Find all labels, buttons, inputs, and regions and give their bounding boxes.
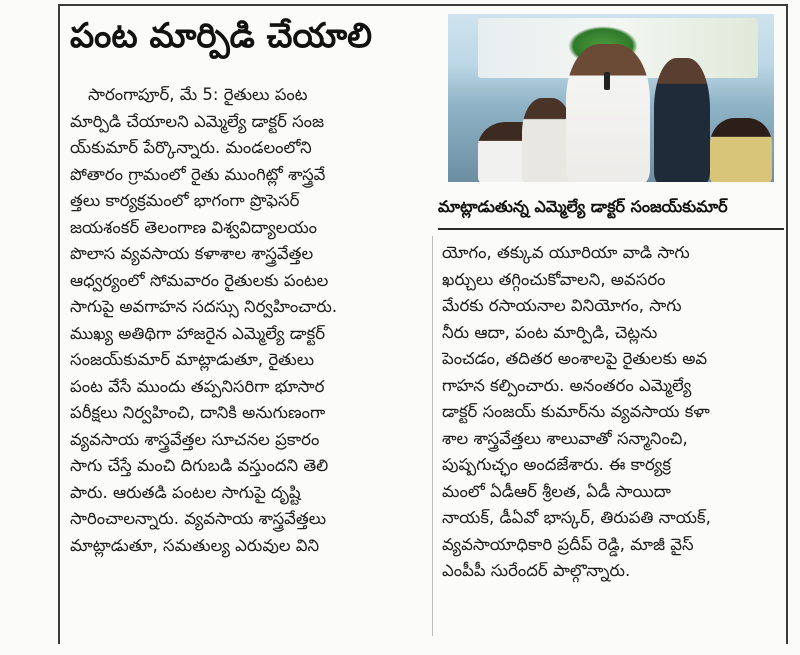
- article-column-left: [70, 82, 425, 559]
- article-line: య్‌కుమార్ పేర్కొన్నారు. మండలంలోని: [70, 138, 312, 157]
- photo-person-seated-right: [710, 118, 772, 182]
- article-line: గాహన కల్పించారు. అనంతరం ఎమ్మెల్యే: [442, 375, 692, 395]
- column-gutter-rule: [432, 236, 433, 636]
- article-line: సాగుపై అవగాహన సదస్సు నిర్వహించారు.: [70, 297, 338, 316]
- article-line: జయశంకర్ తెలంగాణ విశ్వవిద్యాలయం: [70, 217, 318, 237]
- article-line: వ్యవసాయ శాస్త్రవేత్తల సూచనల ప్రకారం: [70, 429, 320, 449]
- article-line: ఆధ్వర్యంలో సోమవారం రైతులకు పంటల: [70, 270, 329, 290]
- article-column-right: [442, 240, 777, 585]
- article-line: మాట్లాడుతూ, సమతుల్య ఎరువుల విని: [70, 535, 320, 555]
- article-line: సాగు చేస్తే మంచి దిగుబడి వస్తుందని తెలి: [70, 456, 329, 475]
- article-line: యోగం, తక్కువ యూరియా వాడి సాగు: [442, 243, 690, 262]
- article-line: వ్యవసాయాధికారి ప్రదీప్ రెడ్డి, మాజీ వైస్: [442, 534, 694, 554]
- article-line: మంలో ఏడీఆర్ శ్రీలత, ఏడీ సాయిదా: [442, 481, 671, 501]
- news-photo: [448, 14, 774, 182]
- caption-underline: [438, 228, 784, 230]
- article-line: పొలాస వ్యవసాయ కళాశాల శాస్త్రవేత్తల: [70, 244, 314, 263]
- article-line: నాయక్, డీఏవో భాస్కర్, తిరుపతి నాయక్,: [442, 508, 711, 527]
- article-line: పరీక్షలు నిర్వహించి, దానికి అనుగుణంగా: [70, 403, 326, 422]
- photo-person-standing-left: [522, 98, 572, 182]
- article-line: సారించాలన్నారు. వ్యవసాయ శాస్త్రవేత్తలు: [70, 509, 327, 528]
- article-line: పుష్పగుచ్ఛం అందజేశారు. ఈ కార్యక్ర: [442, 455, 671, 474]
- article-line: మార్పిడి చేయాలని ఎమ్మెల్యే డాక్టర్ సంజ: [70, 111, 325, 131]
- article-line: ఖర్చులు తగ్గించుకోవాలని, అవసరం: [442, 269, 666, 289]
- photo-person-standing-right: [654, 58, 710, 182]
- article-line: డాక్టర్ సంజయ్ కుమార్‌ను వ్యవసాయ కళా: [442, 402, 710, 421]
- photo-caption: మాట్లాడుతున్న ఎమ్మెల్యే డాక్టర్ సంజయ్‌కుమార్: [438, 197, 728, 216]
- article-line: ముఖ్య అతిథిగా హాజరైన ఎమ్మెల్యే డాక్టర్: [70, 323, 326, 343]
- article-line: త్తలు కార్యక్రమంలో భాగంగా ప్రొఫెసర్: [70, 191, 300, 210]
- article-line: పంట వేసే ముందు తప్పనిసరిగా భూసార: [70, 376, 325, 396]
- article-line: శాల శాస్త్రవేత్తలు శాలువాతో సన్మానించి,: [442, 428, 688, 448]
- left-border-rule: [58, 4, 60, 644]
- article-line: ఎంపీపీ సురేందర్ పాల్గొన్నారు.: [442, 561, 631, 580]
- article-line: పోతారం గ్రామంలో రైతు ముంగిట్లో శాస్త్రవే: [70, 164, 326, 184]
- article-line: సంజయ్‌కుమార్ మాట్లాడుతూ, రైతులు: [70, 350, 315, 369]
- microphone-icon: [604, 72, 610, 90]
- article-line: నీరు ఆదా, పంట మార్పిడి, చెట్లను: [442, 322, 658, 342]
- article-line: మేరకు రసాయనాల వినియోగం, సాగు: [442, 296, 682, 315]
- right-border-rule: [786, 4, 788, 644]
- article-headline: పంట మార్పిడి చేయాలి: [70, 16, 373, 56]
- photo-speaker: [566, 44, 650, 182]
- article-line: సారంగాపూర్, మే 5: రైతులు పంట: [88, 85, 308, 104]
- article-line: పారు. ఆరుతడి పంటల సాగుపై దృష్టి: [70, 482, 301, 502]
- top-border-rule: [58, 4, 786, 6]
- article-line: పెంచడం, తదితర అంశాలపై రైతులకు అవ: [442, 349, 708, 368]
